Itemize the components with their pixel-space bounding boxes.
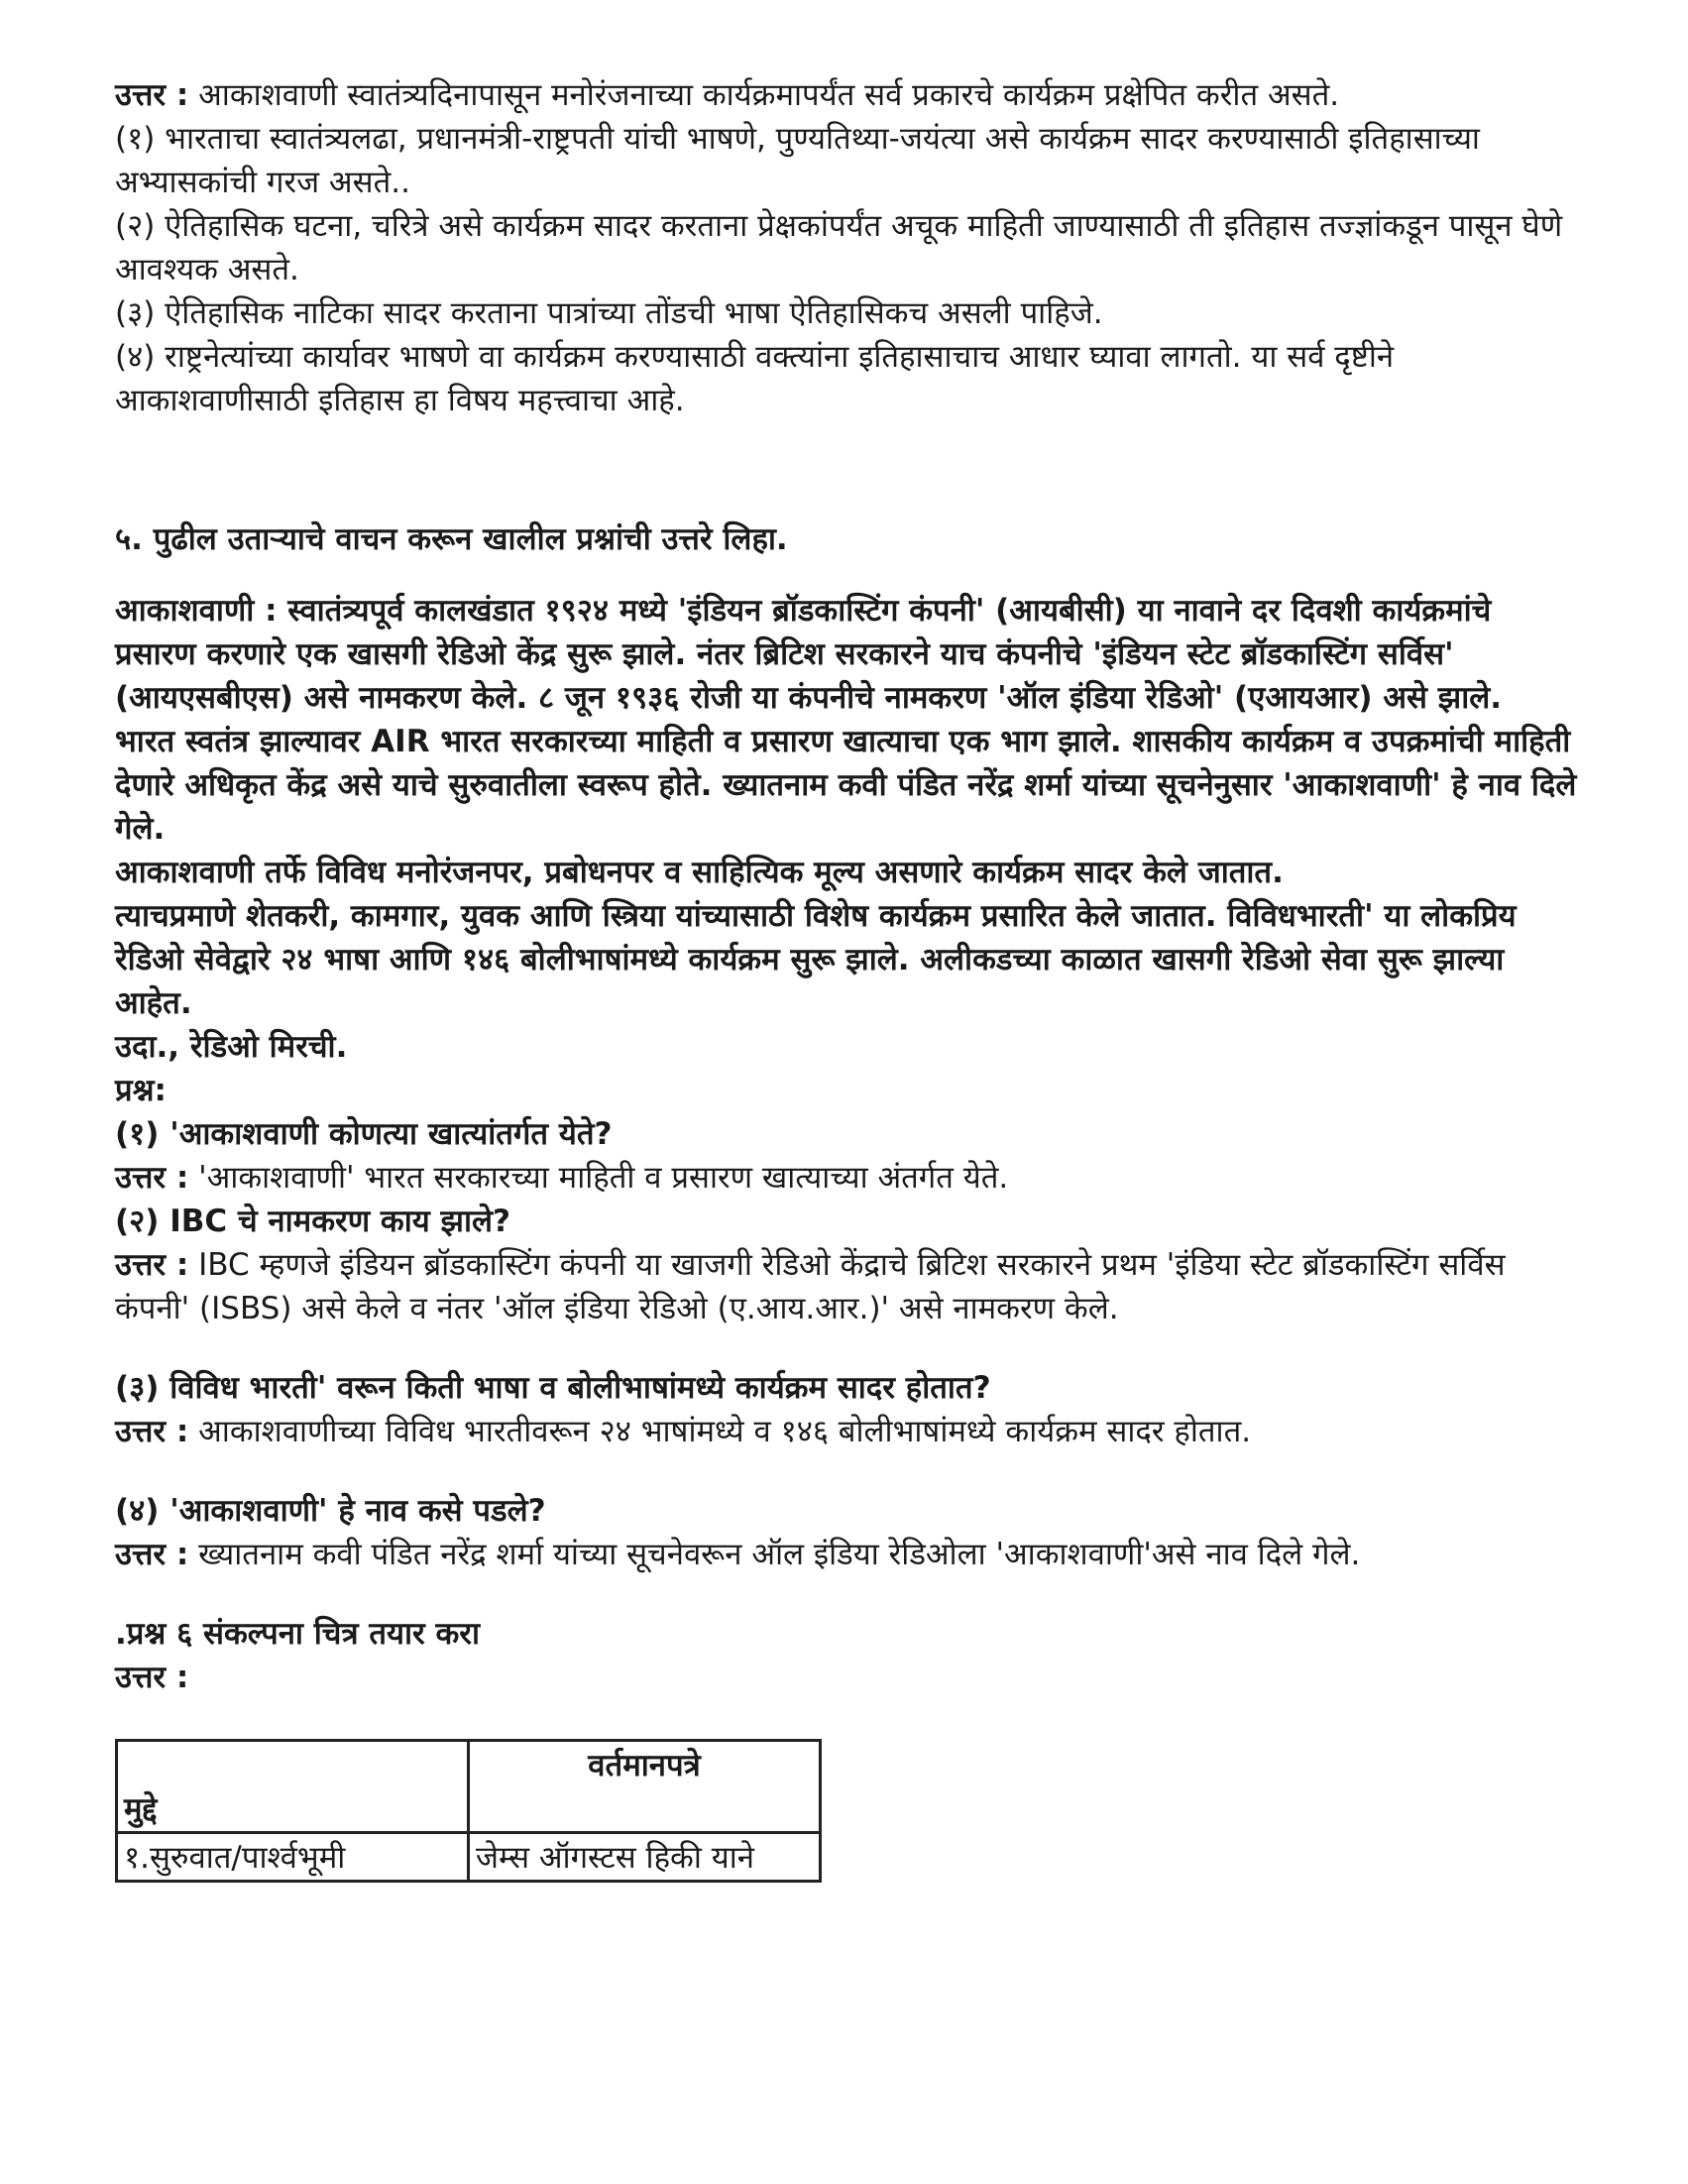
section4-point-4: (४) राष्ट्रनेत्यांच्या कार्यावर भाषणे वा कार्यक्रम करण्यासाठी वक्त्यांना इतिहासाचाच आधार घ्यावा लागतो. या सर्व दृष्टीने आकाशवाणीसाठी इतिहास हा विषय महत्त्वाचा आहे.	[115, 339, 1395, 418]
question-1: (१) 'आकाशवाणी कोणत्या खात्यांतर्गत येते?	[115, 1116, 613, 1152]
passage-paragraph-1: आकाशवाणी : स्वातंत्र्यपूर्व कालखंडात १९२४ मध्ये 'इंडियन ब्रॉडकास्टिंग कंपनी' (आयबीसी) या नावाने दर दिवशी कार्यक्रमांचे प्रसारण करणारे एक खासगी रेडिओ केंद्र सुरू झाले. नंतर ब्रिटिश सरकारने याच कंपनीचे 'इंडियन स्टेट ब्रॉडकास्टिंग सर्विस' (आयएसबीएस) असे नामकरण केले. ८ जून १९३६ रोजी या कंपनीचे नामकरण 'ऑल इंडिया रेडिओ' (एआयआर) असे झाले.	[115, 593, 1503, 716]
section4-point-3: (३) ऐतिहासिक नाटिका सादर करताना पात्रांच्या तोंडची भाषा ऐतिहासिकच असली पाहिजे.	[115, 295, 1103, 331]
table-header-cell: मुद्दे	[117, 1741, 469, 1833]
section6-answer-label: उत्तर :	[115, 1660, 189, 1695]
passage-paragraph-5: उदा., रेडिओ मिरची.	[115, 1029, 348, 1065]
answer-label: उत्तर :	[115, 1537, 189, 1572]
question-2: (२) IBC चे नामकरण काय झाले?	[115, 1204, 510, 1239]
answer-3: उत्तर : आकाशवाणीच्या विविध भारतीवरून २४ भाषांमध्ये व १४६ बोलीभाषांमध्ये कार्यक्रम सादर होतात.	[115, 1414, 1252, 1449]
table-header-cell: वर्तमानपत्रे	[469, 1741, 821, 1833]
answer-label: उत्तर :	[115, 1247, 189, 1283]
answer-label: उत्तर :	[115, 1414, 189, 1449]
answer-label: उत्तर :	[115, 1160, 189, 1196]
table-row	[117, 1833, 821, 1882]
question-3: (३) विविध भारती' वरून किती भाषा व बोलीभाषांमध्ये कार्यक्रम सादर होतात?	[115, 1370, 991, 1406]
answer-4: उत्तर : ख्यातनाम कवी पंडित नरेंद्र शर्मा यांच्या सूचनेवरून ऑल इंडिया रेडिओला 'आकाशवाणी'असे नाव दिले गेले.	[115, 1537, 1361, 1572]
passage-paragraph-2: भारत स्वतंत्र झाल्यावर AIR भारत सरकारच्या माहिती व प्रसारण खात्याचा एक भाग झाले. शासकीय कार्यक्रम व उपक्रमांची माहिती देणारे अधिकृत केंद्र असे याचे सुरुवातीला स्वरूप होते. ख्यातनाम कवी पंडित नरेंद्र शर्मा यांच्या सूचनेनुसार 'आकाशवाणी' हे नाव दिले गेले.	[115, 724, 1577, 847]
questions-label: प्रश्न:	[115, 1073, 167, 1108]
passage-paragraph-4: त्याचप्रमाणे शेतकरी, कामगार, युवक आणि स्त्रिया यांच्यासाठी विशेष कार्यक्रम प्रसारित केले जातात. विविधभारती' या लोकप्रिय रेडिओ सेवेद्वारे २४ भाषा आणि १४६ बोलीभाषांमध्ये कार्यक्रम सुरू झाले. अलीकडच्या काळात खासगी रेडिओ सेवा सुरू झाल्या आहेत.	[115, 898, 1517, 1021]
passage-paragraph-3: आकाशवाणी तर्फे विविध मनोरंजनपर, प्रबोधनपर व साहित्यिक मूल्य असणारे कार्यक्रम सादर केले जातात.	[115, 855, 1284, 890]
concept-table	[115, 1739, 822, 1883]
table-cell: १.सुरुवात/पार्श्वभूमी	[117, 1833, 469, 1882]
section5-heading: ५. पुढील उताऱ्याचे वाचन करून खालील प्रश्नांची उत्तरे लिहा.	[115, 521, 788, 557]
answer-2: उत्तर : IBC म्हणजे इंडियन ब्रॉडकास्टिंग कंपनी या खाजगी रेडिओ केंद्राचे ब्रिटिश सरकारने प्रथम 'इंडिया स्टेट ब्रॉडकास्टिंग सर्विस कंपनी' (ISBS) असे केले व नंतर 'ऑल इंडिया रेडिओ (ए.आय.आर.)' असे नामकरण केले.	[115, 1247, 1506, 1326]
question-4: (४) 'आकाशवाणी' हे नाव कसे पडले?	[115, 1493, 546, 1529]
answer-label: उत्तर :	[115, 77, 189, 113]
section6-heading: .प्रश्न ६ संकल्पना चित्र तयार करा	[115, 1616, 481, 1652]
section4-point-1: (१) भारताचा स्वातंत्र्यलढा, प्रधानमंत्री-राष्ट्रपती यांची भाषणे, पुण्यतिथ्या-जयंत्या असे कार्यक्रम सादर करण्यासाठी इतिहासाच्या अभ्यासकांची गरज असते..	[115, 121, 1480, 200]
document-page	[115, 73, 1582, 1883]
section4-answer-intro: उत्तर : आकाशवाणी स्वातंत्र्यदिनापासून मनोरंजनाच्या कार्यक्रमापर्यंत सर्व प्रकारचे कार्यक्रम प्रक्षेपित करीत असते.	[115, 77, 1340, 113]
answer-1: उत्तर : 'आकाशवाणी' भारत सरकारच्या माहिती व प्रसारण खात्याच्या अंतर्गत येते.	[115, 1160, 1009, 1196]
table-cell: जेम्स ऑगस्टस हिकी याने	[469, 1833, 821, 1882]
section4-point-2: (२) ऐतिहासिक घटना, चरित्रे असे कार्यक्रम सादर करताना प्रेक्षकांपर्यंत अचूक माहिती जाण्यासाठी ती इतिहास तज्ज्ञांकडून पासून घेणे आवश्यक असते.	[115, 208, 1563, 287]
table-header-row	[117, 1741, 821, 1833]
